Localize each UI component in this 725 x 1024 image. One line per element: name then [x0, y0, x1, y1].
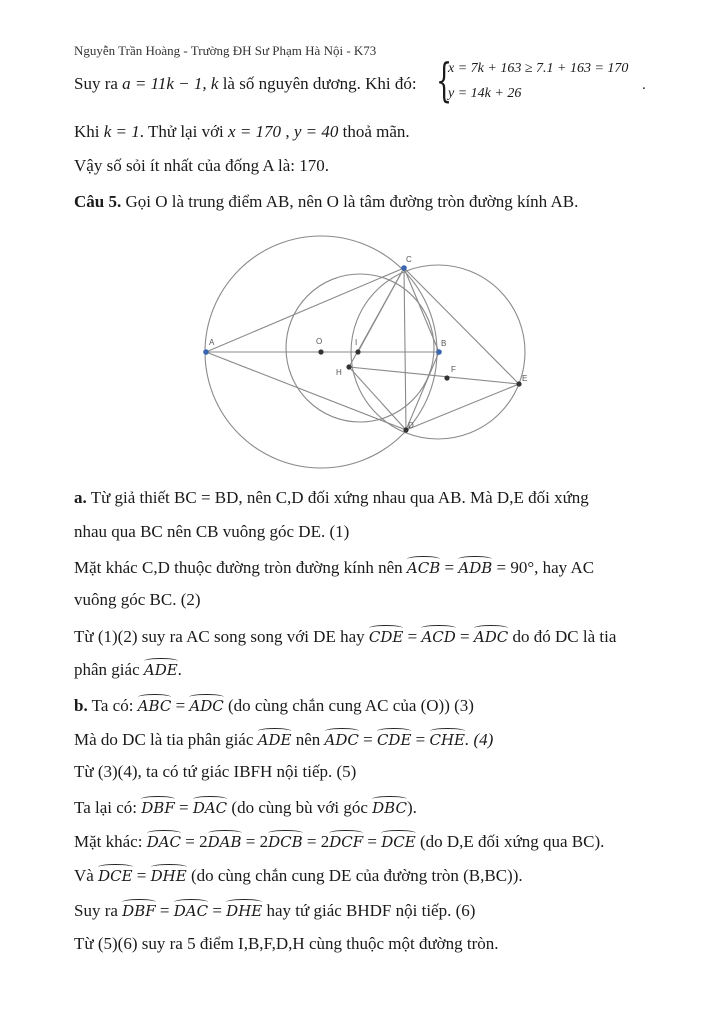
segment-HD: [349, 367, 406, 430]
angle: DAC: [193, 796, 227, 817]
text: = 90°, hay AC: [492, 558, 595, 577]
angle: DAB: [208, 830, 242, 851]
text: =: [174, 798, 193, 817]
angle: DHE: [151, 864, 187, 885]
text: nên: [291, 730, 325, 749]
segment-CB: [404, 268, 439, 352]
text: =: [411, 730, 430, 749]
text: Từ giả thiết BC = BD, nên C,D đối xứng nhau qua AB. Mà D,E đối xứng: [86, 488, 589, 507]
text: =: [440, 558, 459, 577]
part-a-line-6: [74, 658, 182, 680]
text: . (4): [465, 730, 494, 749]
text: Suy ra: [74, 74, 123, 93]
point-I: [355, 349, 360, 354]
angle: ABC: [138, 694, 172, 715]
text: =: [155, 901, 174, 920]
text: (do cùng bù với góc: [227, 798, 373, 817]
text: Suy ra: [74, 901, 123, 920]
text: (do cùng chắn cung AC của (O)) (3): [223, 696, 474, 715]
cau5-heading: [74, 192, 578, 212]
text: ,: [281, 122, 294, 141]
part-b-line-4: [74, 796, 417, 818]
angle: ADE: [258, 728, 292, 749]
text: = 2: [181, 832, 208, 851]
brace: {: [436, 53, 453, 107]
angle: ADB: [458, 556, 492, 577]
point-A: [203, 349, 209, 355]
text: =: [358, 730, 377, 749]
label-E: E: [522, 374, 528, 383]
angle: ACD: [421, 625, 455, 646]
segment-AD: [206, 352, 406, 430]
part-label: a.: [74, 488, 87, 507]
angle: DCE: [98, 864, 132, 885]
text: (do cùng chắn cung DE của đường tròn (B,BC)).: [186, 866, 523, 885]
segment-CE: [404, 268, 519, 384]
segment-HE: [349, 367, 519, 384]
part-b-line-8: Từ (5)(6) suy ra 5 điểm I,B,F,D,H cùng thuộc một đường tròn.: [74, 934, 499, 953]
angle: DBF: [122, 899, 155, 920]
angle: ADC: [474, 625, 508, 646]
geometry-svg: [195, 232, 535, 472]
point-C: [401, 265, 407, 271]
angle: ADE: [144, 658, 178, 679]
label-D: D: [408, 421, 414, 430]
segment-AC: [206, 268, 404, 352]
period: .: [642, 77, 646, 93]
part-b-line-7: [74, 899, 475, 921]
point-O: [318, 349, 323, 354]
label-A: A: [209, 338, 215, 347]
line-conclusion: Vậy số sỏi ít nhất của đống A là: 170.: [74, 156, 329, 175]
text: =: [171, 696, 190, 715]
text: Từ (1)(2) suy ra AC song song với DE hay: [74, 627, 369, 646]
equation-system: [436, 53, 651, 108]
point-B: [436, 349, 442, 355]
angle: ADC: [325, 728, 359, 749]
angle: CDE: [377, 728, 411, 749]
label-C: C: [406, 255, 412, 264]
text: Mà do DC là tia phân giác: [74, 730, 258, 749]
label-I: I: [355, 338, 358, 347]
part-a-line-4: vuông góc BC. (2): [74, 590, 201, 609]
part-a-line-2: nhau qua BC nên CB vuông góc DE. (1): [74, 522, 350, 541]
label-O: O: [316, 337, 323, 346]
formula: x = 170: [228, 122, 282, 141]
part-a-line-1: [74, 488, 589, 508]
label-F: F: [451, 365, 456, 374]
part-label: b.: [74, 696, 88, 715]
angle: ACB: [407, 556, 440, 577]
text: Và: [74, 866, 99, 885]
text: =: [455, 627, 474, 646]
angle: DBC: [372, 796, 407, 817]
part-b-line-5: [74, 830, 604, 852]
part-a-line-3: [74, 556, 594, 578]
figure-lines: [205, 236, 528, 468]
text: . Thử lại với: [139, 122, 229, 141]
label-H: H: [336, 368, 342, 377]
text: Mặt khác C,D thuộc đường tròn đường kính nên: [74, 558, 407, 577]
text: Ta có:: [87, 696, 138, 715]
page-header: Nguyễn Trần Hoàng - Trường ĐH Sư Phạm Hà Nội - K73: [74, 43, 377, 58]
question-text: Gọi O là trung điểm AB, nên O là tâm đường tròn đường kính AB.: [121, 192, 579, 211]
part-b-line-6: [74, 864, 523, 886]
point-H: [346, 364, 351, 369]
text: ).: [406, 798, 417, 817]
formula: k = 1: [103, 122, 140, 141]
text: thoả mãn.: [338, 122, 410, 141]
equation-2: y = 14k + 26: [448, 86, 522, 101]
formula: a = 11k − 1, k: [122, 74, 219, 93]
text: =: [363, 832, 382, 851]
text: .: [177, 660, 182, 679]
angle: ADC: [189, 694, 223, 715]
text: Mặt khác:: [74, 832, 147, 851]
angle: DCB: [268, 830, 303, 851]
part-b-line-1: [74, 694, 474, 716]
formula: y = 40: [293, 122, 339, 141]
text: = 2: [302, 832, 330, 851]
figure-points: [203, 265, 521, 432]
text: (do D,E đối xứng qua BC).: [415, 832, 605, 851]
text: Ta lại có:: [74, 798, 142, 817]
angle: DAC: [174, 899, 208, 920]
angle: DHE: [226, 899, 262, 920]
equation-1: x = 7k + 163 ≥ 7.1 + 163 = 170: [448, 61, 629, 76]
text: do đó DC là tia: [508, 627, 617, 646]
point-E: [516, 381, 521, 386]
angle: CDE: [369, 625, 403, 646]
point-F: [444, 375, 449, 380]
geometry-figure: [195, 232, 535, 472]
label-B: B: [441, 339, 447, 348]
text: phân giác: [74, 660, 144, 679]
text: Khi: [74, 122, 104, 141]
angle: DCE: [381, 830, 415, 851]
segment-CD: [404, 268, 406, 430]
text: =: [403, 627, 422, 646]
text: =: [132, 866, 151, 885]
text: =: [208, 901, 227, 920]
part-b-line-3: Từ (3)(4), ta có tứ giác IBFH nội tiếp. (5): [74, 762, 357, 781]
angle: DAC: [147, 830, 181, 851]
part-a-line-5: [74, 625, 616, 647]
text: = 2: [241, 832, 269, 851]
part-b-line-2: [74, 728, 493, 750]
question-label: Câu 5.: [74, 192, 122, 211]
angle: CHE: [430, 728, 466, 749]
text: hay tứ giác BHDF nội tiếp. (6): [262, 901, 476, 920]
text: là số nguyên dương. Khi đó:: [218, 74, 417, 93]
angle: DCF: [329, 830, 363, 851]
line-suy-ra: [74, 74, 417, 94]
angle: DBF: [141, 796, 174, 817]
line-khi: [74, 122, 410, 142]
